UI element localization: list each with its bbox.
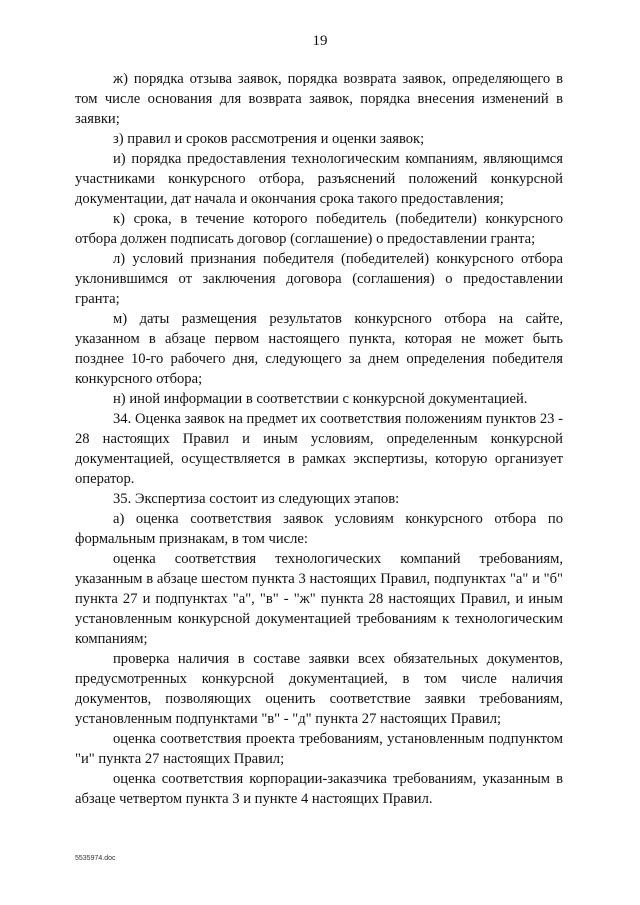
paragraph-item-3: оценка соответствия проекта требованиям, установленным подпунктом "и" пункта 27 настоящих Правил; (75, 731, 563, 767)
paragraph-item-4: оценка соответствия корпорации-заказчика требованиям, указанным в абзаце четвертом пункта 3 и пункте 4 настоящих Правил. (75, 771, 563, 807)
paragraph-zh: ж) порядка отзыва заявок, порядка возврата заявок, определяющего в том числе основания для возврата заявок, порядка внесения изменений в заявки; (75, 71, 563, 127)
paragraph-n: н) иной информации в соответствии с конкурсной документацией. (113, 391, 528, 407)
paragraph-k: к) срока, в течение которого победитель (победители) конкурсного отбора должен подписать договор (соглашение) о предоставлении гранта; (75, 211, 563, 247)
paragraph-i: и) порядка предоставления технологическим компаниям, являющимся участниками конкурсного отбора, разъяснений положений конкурсной документации, дат начала и окончания срока такого предоставления; (75, 151, 563, 207)
paragraph-35-a: а) оценка соответствия заявок условиям конкурсного отбора по формальным признакам, в том числе: (75, 511, 563, 547)
paragraph-34: 34. Оценка заявок на предмет их соответствия положениям пунктов 23 - 28 настоящих Правил и иным условиям, определенным конкурсной документацией, осуществляется в рамках экспертизы, которую организует оператор. (75, 411, 563, 487)
document-body (75, 69, 563, 809)
page-number: 19 (312, 33, 328, 49)
footer-filename: 5535974.doc (75, 855, 116, 862)
paragraph-m: м) даты размещения результатов конкурсного отбора на сайте, указанном в абзаце первом настоящего пункта, которая не может быть позднее 10-го рабочего дня, следующего за днем определения победителя конкурсного отбора; (75, 311, 563, 387)
paragraph-l: л) условий признания победителя (победителей) конкурсного отбора уклонившимся от заключения договора (соглашения) о предоставлении гранта; (75, 251, 563, 307)
paragraph-35: 35. Экспертиза состоит из следующих этапов: (113, 491, 400, 507)
paragraph-z: з) правил и сроков рассмотрения и оценки заявок; (113, 131, 425, 147)
paragraph-item-1: оценка соответствия технологических компаний требованиям, указанным в абзаце шестом пункта 3 настоящих Правил, подпунктах "а" и "б" пункта 27 и подпунктах "а", "в" - "ж" пункта 28 настоящих Правил, и иным установленным конкурсной документацией требованиям к технологическим компаниям; (75, 551, 563, 647)
paragraph-item-2: проверка наличия в составе заявки всех обязательных документов, предусмотренных конкурсной документацией, в том числе наличия документов, позволяющих оценить соответствие заявки требованиям, установленным подпунктами "в" - "д" пункта 27 настоящих Правил; (75, 651, 563, 727)
